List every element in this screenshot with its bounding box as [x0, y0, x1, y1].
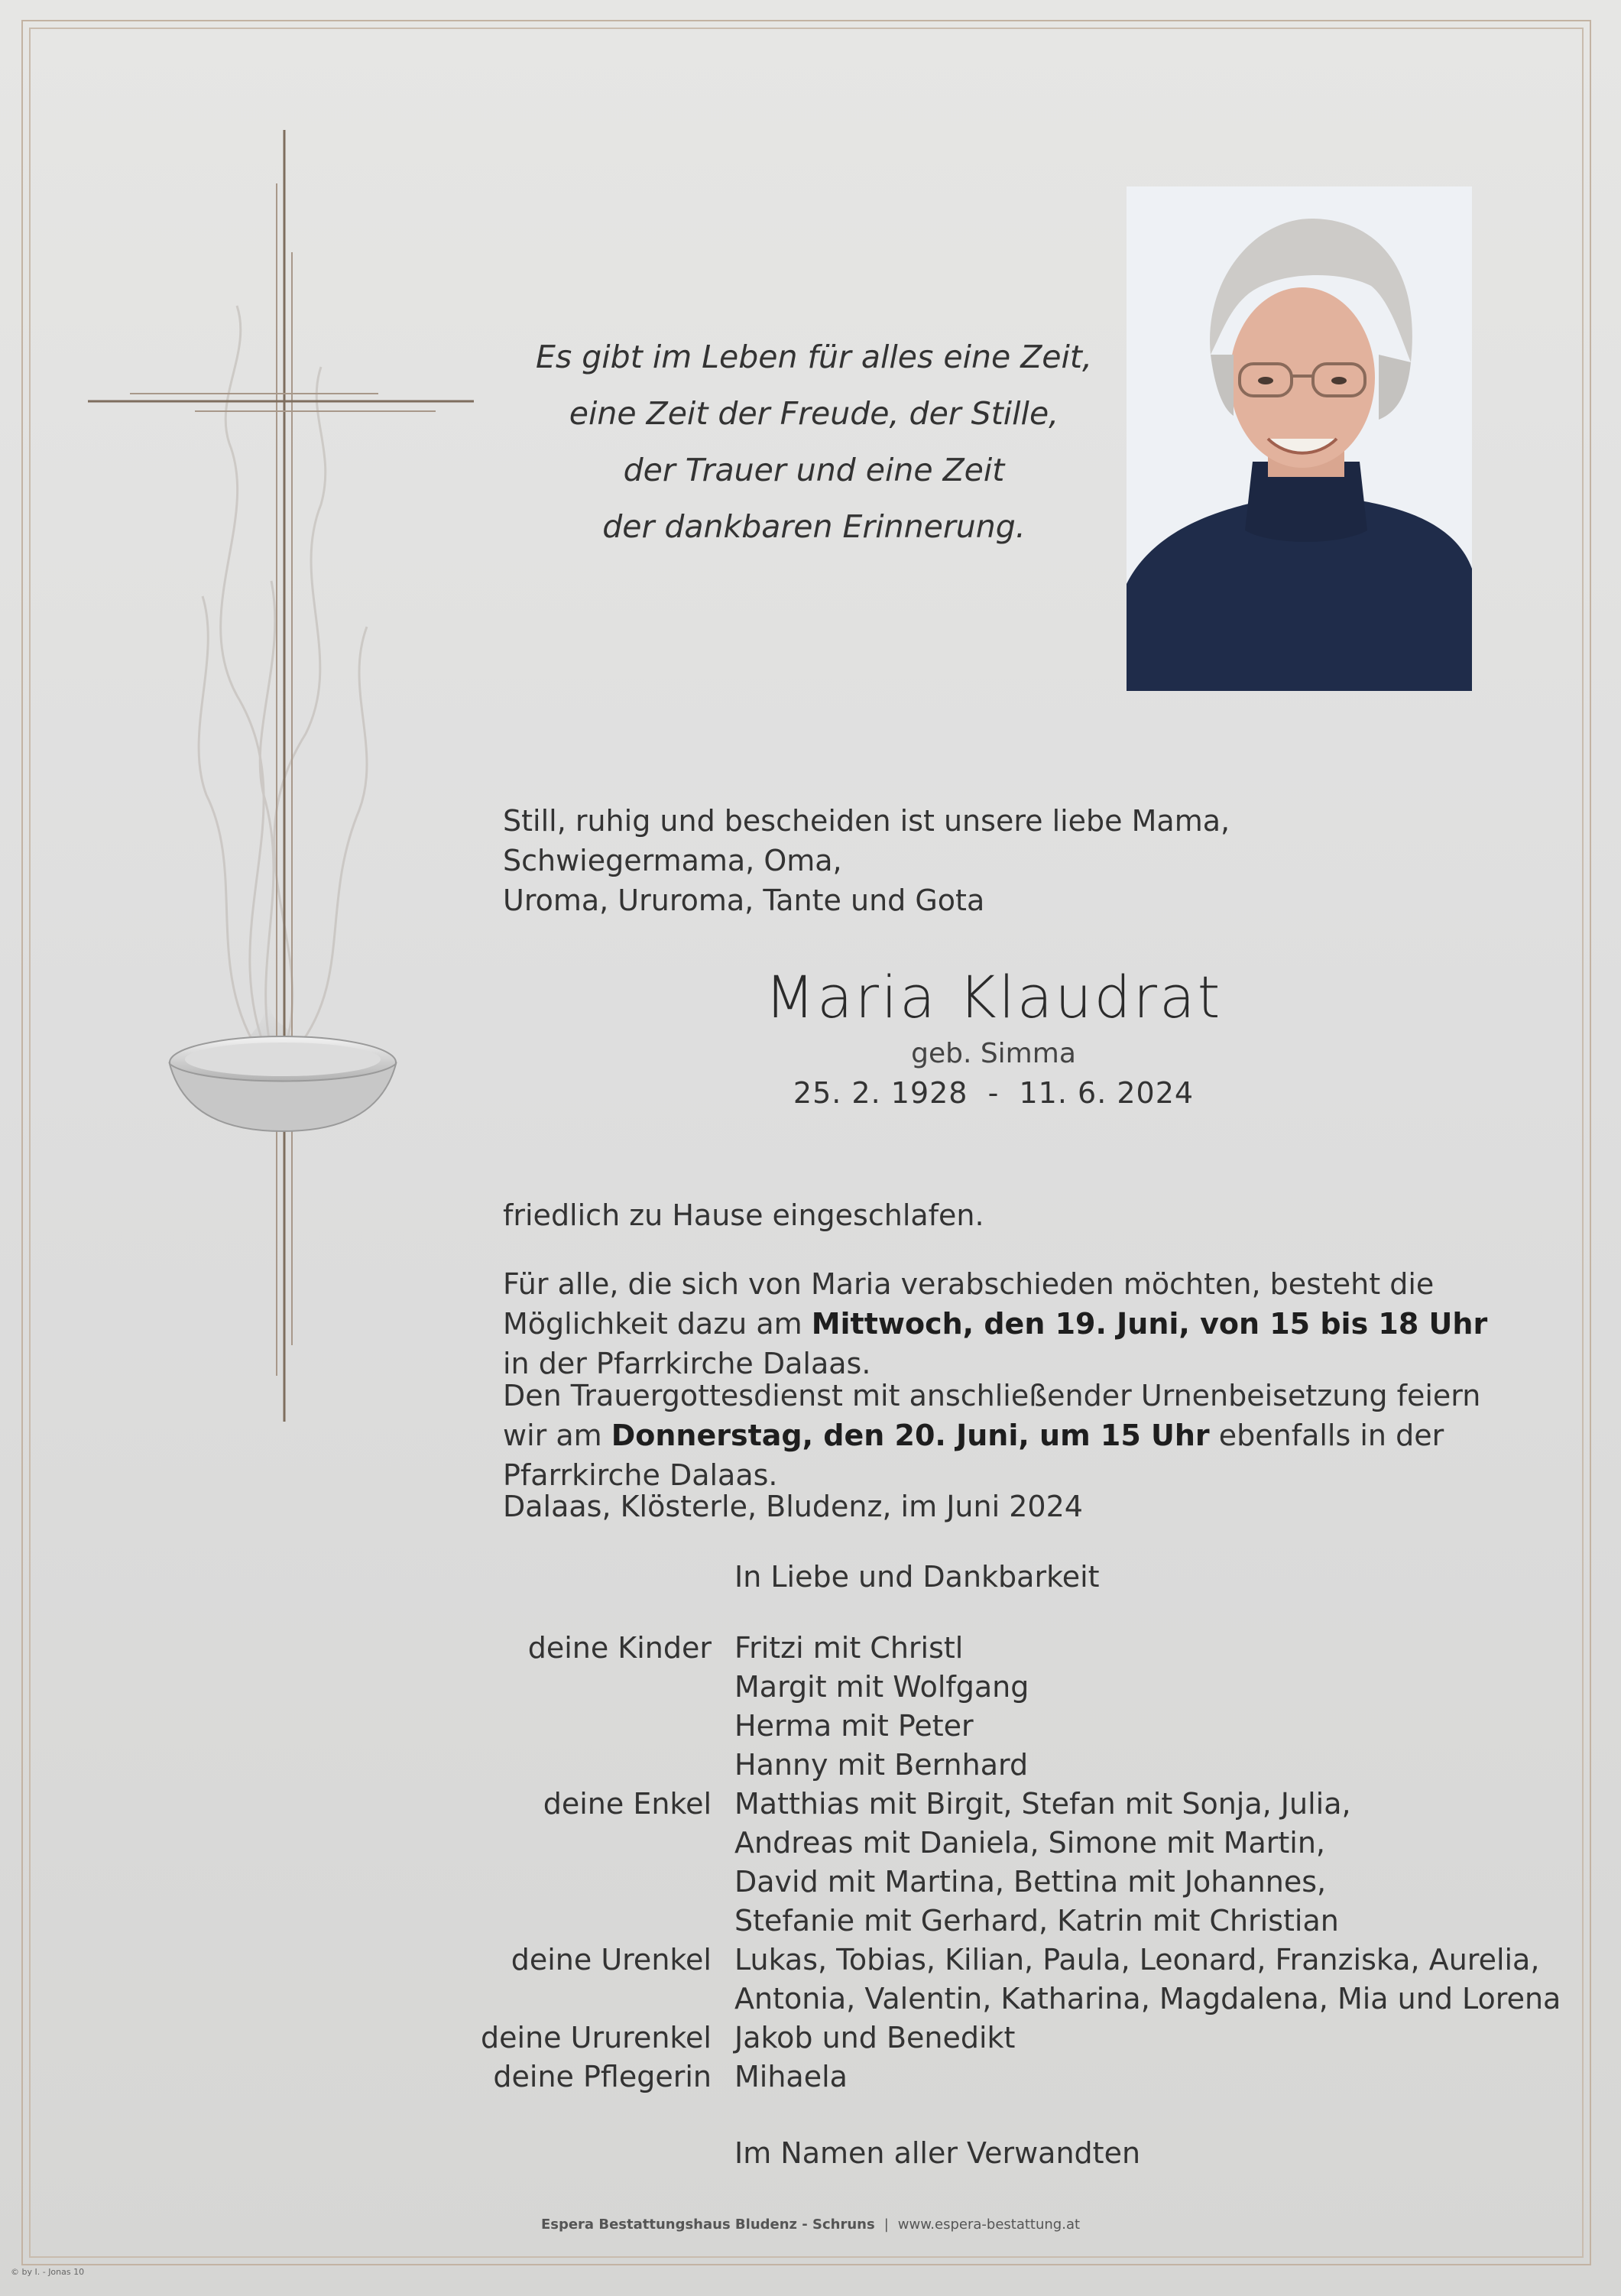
passed-text: friedlich zu Hause eingeschlafen. — [503, 1198, 984, 1232]
footer — [0, 2217, 1621, 2233]
family-list-urenkel — [734, 1941, 1561, 2019]
farewell-time: Mittwoch, den 19. Juni, von 15 bis 18 Uhr — [811, 1307, 1488, 1341]
family-entry: Antonia, Valentin, Katharina, Magdalena, Mia und Lorena — [734, 1982, 1561, 2015]
love-text: In Liebe und Dankbarkeit — [734, 1560, 1100, 1594]
cross-with-flame-bowl-icon — [76, 122, 489, 1437]
closing-text: Im Namen aller Verwandten — [734, 2136, 1141, 2170]
farewell-paragraph — [503, 1264, 1496, 1383]
service-location: ebenfalls in der Pfarrkirche Dalaas. — [503, 1419, 1444, 1492]
family-entry: Andreas mit Daniela, Simone mit Martin, — [734, 1826, 1326, 1860]
family-entry: Fritzi mit Christl — [734, 1631, 964, 1665]
family-label-urenkel: deine Urenkel — [511, 1943, 712, 1977]
place-date: Dalaas, Klösterle, Bludenz, im Juni 2024 — [503, 1490, 1083, 1523]
family-entry-ururenkel: Jakob und Benedikt — [734, 2021, 1016, 2054]
footer-separator: | — [883, 2217, 889, 2233]
deceased-name: Maria Klaudrat — [764, 963, 1223, 1031]
footer-company: Espera Bestattungshaus Bludenz - Schruns — [540, 2217, 875, 2233]
life-dates: 25. 2. 1928 - 11. 6. 2024 — [793, 1076, 1195, 1110]
family-entry-pflegerin: Mihaela — [734, 2060, 848, 2093]
family-label-enkel: deine Enkel — [543, 1787, 712, 1821]
family-label-pflegerin: deine Pflegerin — [493, 2060, 712, 2093]
farewell-location: in der Pfarrkirche Dalaas. — [503, 1347, 871, 1380]
footer-website[interactable]: www.espera-bestattung.at — [897, 2217, 1081, 2233]
intro-text — [503, 801, 1473, 920]
family-label-ururenkel: deine Ururenkel — [481, 2021, 712, 2054]
family-entry: Stefanie mit Gerhard, Katrin mit Christian — [734, 1904, 1339, 1938]
quote — [489, 329, 1139, 555]
service-time: Donnerstag, den 20. Juni, um 15 Uhr — [611, 1419, 1210, 1452]
quote-line: der dankbaren Erinnerung. — [602, 508, 1026, 545]
family-entry: Matthias mit Birgit, Stefan mit Sonja, Julia, — [734, 1787, 1351, 1821]
family-entry: Margit mit Wolfgang — [734, 1670, 1029, 1704]
quote-line: eine Zeit der Freude, der Stille, — [569, 395, 1059, 432]
family-entry: Hanny mit Bernhard — [734, 1748, 1029, 1782]
family-label-kinder: deine Kinder — [527, 1631, 712, 1665]
portrait-photo — [1127, 186, 1472, 691]
intro-line: Still, ruhig und bescheiden ist unsere liebe Mama, Schwiegermama, Oma, — [503, 804, 1230, 877]
family-list-kinder — [734, 1629, 1499, 1785]
maiden-name: geb. Simma — [911, 1038, 1076, 1069]
copyright-note: © by I. - Jonas 10 — [11, 2267, 85, 2277]
family-entry: Lukas, Tobias, Kilian, Paula, Leonard, Franziska, Aurelia, — [734, 1943, 1540, 1977]
farewell-text: Für alle, die sich von Maria verabschieden möchten, besteht die Möglichkeit dazu am — [503, 1267, 1435, 1341]
service-text: Den Trauergottesdienst mit anschließender Urnenbeisetzung feiern wir am — [503, 1379, 1481, 1452]
family-list-enkel — [734, 1785, 1499, 1941]
quote-line: der Trauer und eine Zeit — [623, 452, 1005, 488]
service-paragraph — [503, 1376, 1496, 1495]
family-entry: David mit Martina, Bettina mit Johannes, — [734, 1865, 1327, 1899]
intro-line: Uroma, Ururoma, Tante und Gota — [503, 884, 985, 917]
family-entry: Herma mit Peter — [734, 1709, 974, 1743]
quote-line: Es gibt im Leben für alles eine Zeit, — [535, 339, 1093, 375]
